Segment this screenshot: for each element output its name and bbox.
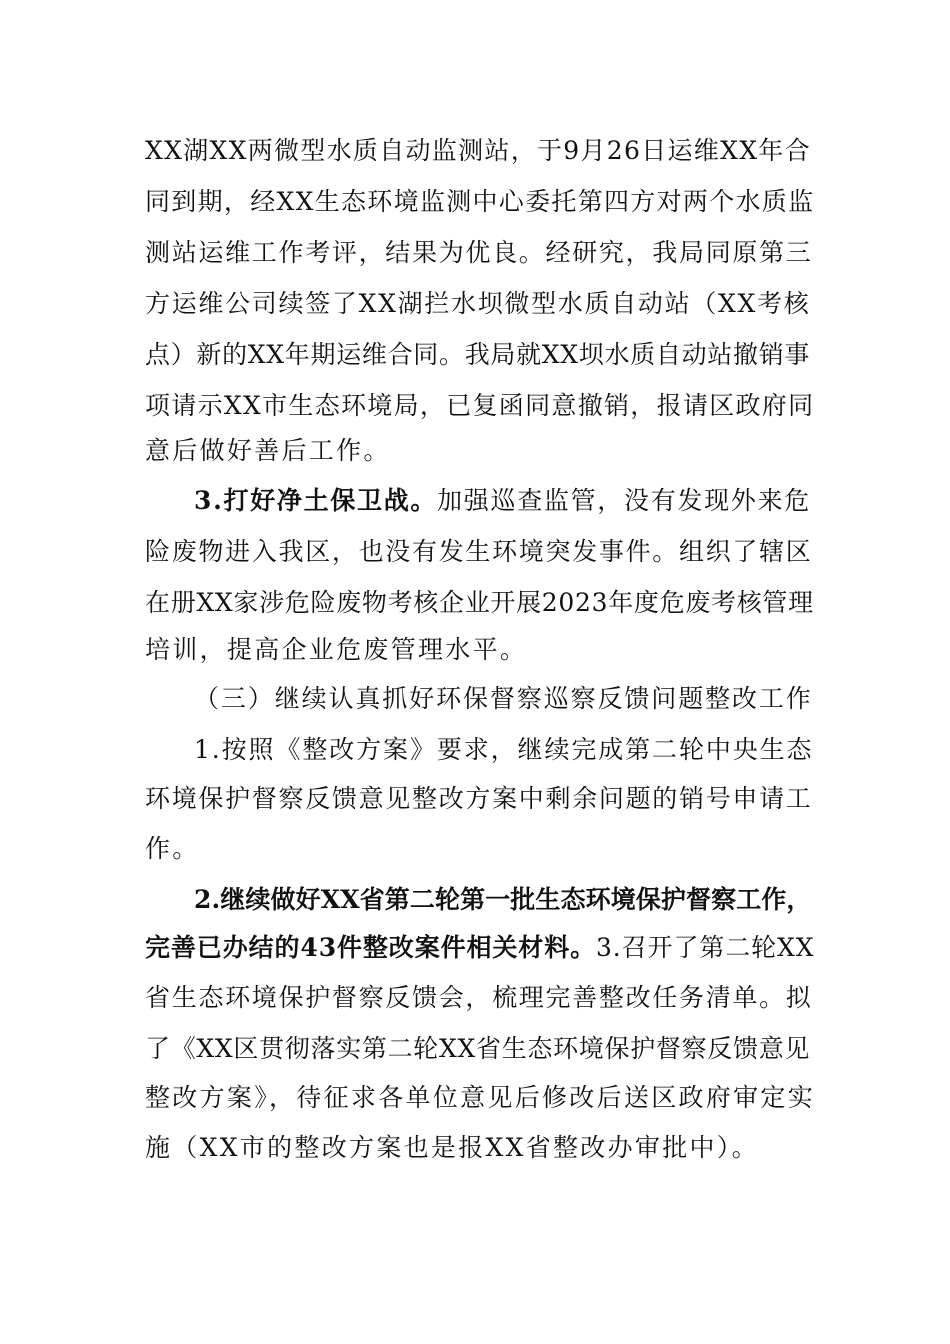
text-line bbox=[145, 182, 814, 222]
text-line bbox=[145, 1128, 759, 1168]
text-line bbox=[194, 679, 813, 719]
text-line bbox=[145, 431, 391, 471]
text-run: 在册XX家涉危险废物考核企业开展2023年度危废考核管理 bbox=[145, 588, 814, 617]
text-line bbox=[194, 481, 811, 521]
section-heading: 2.继续做好XX省第二轮第一批生态环境保护督察工作， bbox=[194, 885, 812, 914]
text-line bbox=[145, 779, 813, 819]
text-run: 了《XX区贯彻落实第二轮XX省生态环境保护督察反馈意见 bbox=[145, 1034, 811, 1063]
text-run: 项请示XX市生态环境局，已复函同意撤销，报请区政府同 bbox=[145, 391, 815, 420]
text-run: 险废物进入我区，也没有发生环境突发事件。组织了辖区 bbox=[145, 537, 813, 566]
text-run: XX湖XX两微型水质自动监测站，于9月26日运维XX年合 bbox=[145, 136, 811, 165]
text-run: 作。 bbox=[145, 834, 200, 863]
text-line bbox=[194, 880, 812, 920]
section-heading: 3.打好净土保卫战。 bbox=[194, 486, 438, 515]
section-heading: （三）继续认真抓好环保督察巡察反馈问题整改工作 bbox=[194, 684, 813, 713]
text-line bbox=[145, 284, 810, 324]
text-line bbox=[145, 1029, 810, 1069]
text-run: 意后做好善后工作。 bbox=[145, 436, 391, 465]
text-run: 同到期，经XX生态环境监测中心委托第四方对两个水质监 bbox=[145, 187, 815, 216]
text-line bbox=[194, 730, 813, 770]
text-run: 方运维公司续签了XX湖拦水坝微型水质自动站（XX考核 bbox=[145, 289, 811, 318]
text-line bbox=[145, 978, 813, 1018]
bold-text-run: 完善已办结的43件整改案件相关材料。 bbox=[145, 933, 596, 962]
text-run: 测站运维工作考评，结果为优良。经研究，我局同原第三 bbox=[145, 238, 813, 267]
text-run: 环境保护督察反馈意见整改方案中剩余问题的销号申请工 bbox=[145, 784, 813, 813]
text-run: 培训，提高企业危废管理水平。 bbox=[145, 635, 528, 664]
text-line bbox=[145, 1078, 815, 1118]
text-line bbox=[145, 532, 813, 572]
text-line bbox=[145, 583, 814, 623]
text-run: 3.召开了第二轮XX bbox=[596, 933, 815, 962]
text-line bbox=[145, 928, 814, 968]
text-line bbox=[145, 630, 527, 670]
text-line bbox=[145, 829, 200, 869]
text-run: 加强巡查监管，没有发现外来危 bbox=[437, 486, 811, 515]
text-line bbox=[145, 386, 814, 426]
text-line bbox=[145, 233, 813, 273]
text-line bbox=[145, 131, 811, 171]
text-run: 施（XX市的整改方案也是报XX省整改办审批中）。 bbox=[145, 1133, 759, 1162]
text-run: 省生态环境保护督察反馈会，梳理完善整改任务清单。拟 bbox=[145, 983, 813, 1012]
text-run: 整改方案》，待征求各单位意见后修改后送区政府审定实 bbox=[145, 1083, 816, 1112]
text-line bbox=[145, 335, 810, 375]
text-run: 点）新的XX年期运维合同。我局就XX坝水质自动站撤销事 bbox=[145, 340, 811, 369]
text-run: 1.按照《整改方案》要求，继续完成第二轮中央生态 bbox=[194, 735, 814, 764]
